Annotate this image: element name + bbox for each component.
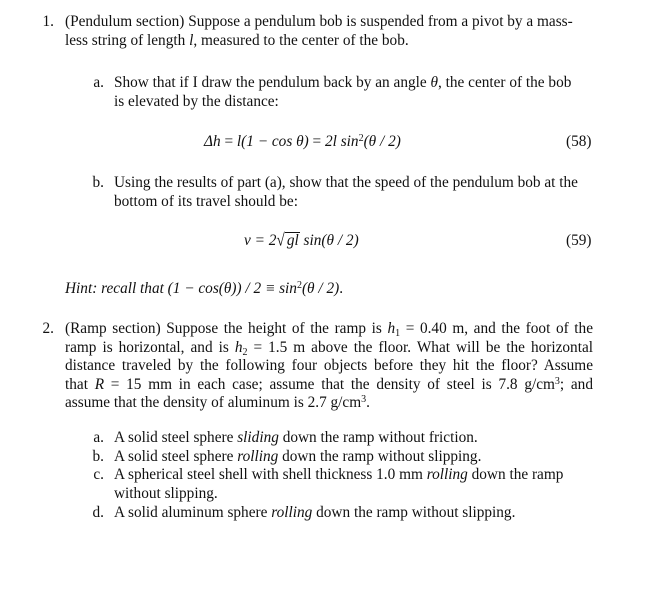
problem-2-item-c-label: c. <box>93 466 104 483</box>
problem-2-item-c-line-1: A spherical steel shell with shell thickness 1.0 mm rolling down the ramp <box>114 466 564 483</box>
problem-2-line-3: distance traveled by the following four objects before they hit the floor? Assume <box>65 357 593 374</box>
problem-1a-text <box>114 74 604 111</box>
problem-2-line-2: ramp is horizontal, and is $h_2 = 1.5$ m above the floor. What will be the horizontal <box>65 338 593 358</box>
problem-2-item-a-label: a. <box>93 429 104 446</box>
problem-2-item-d-label: d. <box>92 504 104 521</box>
equation-59-row <box>0 232 645 254</box>
problem-1b-label: b. <box>92 174 104 191</box>
problem-2-item-c-line-2: without slipping. <box>114 484 218 502</box>
equation-58-row <box>0 133 645 155</box>
problem-1a-label: a. <box>93 74 104 91</box>
problem-2-line-5: assume that the density of aluminum is 2.7 $g/cm^3$. <box>65 394 370 411</box>
problem-2-item-b-label: b. <box>92 448 104 465</box>
problem-2-number: 2. <box>42 320 54 337</box>
problem-2-item-a-text: A solid steel sphere sliding down the ramp without friction. <box>114 429 478 446</box>
problem-1a-line-1: Show that if I draw the pendulum back by an angle θ, the center of the bob <box>114 74 572 91</box>
problem-2-line-4: that R = 15 mm in each case; assume that the density of steel is 7.8 $g/cm^3$; and <box>65 375 593 393</box>
equation-59: v = 2√ gl sin(θ / 2) <box>244 230 359 251</box>
problem-1b-line-2: bottom of its travel should be: <box>114 192 298 210</box>
equation-59-number: (59) <box>566 232 592 249</box>
problem-1-line-1: (Pendulum section) Suppose a pendulum bob is suspended from a pivot by a mass- <box>65 13 573 30</box>
problem-2-line-1: (Ramp section) Suppose the height of the ramp is $h_1 = 0.40$ m, and the foot of the <box>65 320 593 339</box>
problem-2-item-b-text: A solid steel sphere rolling down the ramp without slipping. <box>114 448 482 465</box>
problem-1-line-2: less string of length l, measured to the center of the bob. <box>65 31 409 49</box>
problem-2-item-d-text: A solid aluminum sphere rolling down the ramp without slipping. <box>114 504 516 521</box>
problem-2-item-c-text <box>114 466 604 503</box>
problem-1a-line-2: is elevated by the distance: <box>114 92 279 110</box>
equation-58-number: (58) <box>566 133 592 150</box>
problem-1-number: 1. <box>42 13 54 30</box>
problem-1b-line-1: Using the results of part (a), show that the speed of the pendulum bob at the <box>114 174 578 191</box>
problem-2-text <box>65 320 593 413</box>
problem-1b-text <box>114 174 604 211</box>
hint: Hint: recall that $(1 - \cos(\theta)) / 2 \equiv \sin^2(\theta / 2)$. <box>65 280 344 297</box>
square-root-icon: √ gl <box>276 230 299 251</box>
problem-1-text <box>65 13 600 50</box>
equation-58: Δh = l(1 − cos θ) = 2l $\sin^2(\theta / 2)$ <box>204 133 401 150</box>
